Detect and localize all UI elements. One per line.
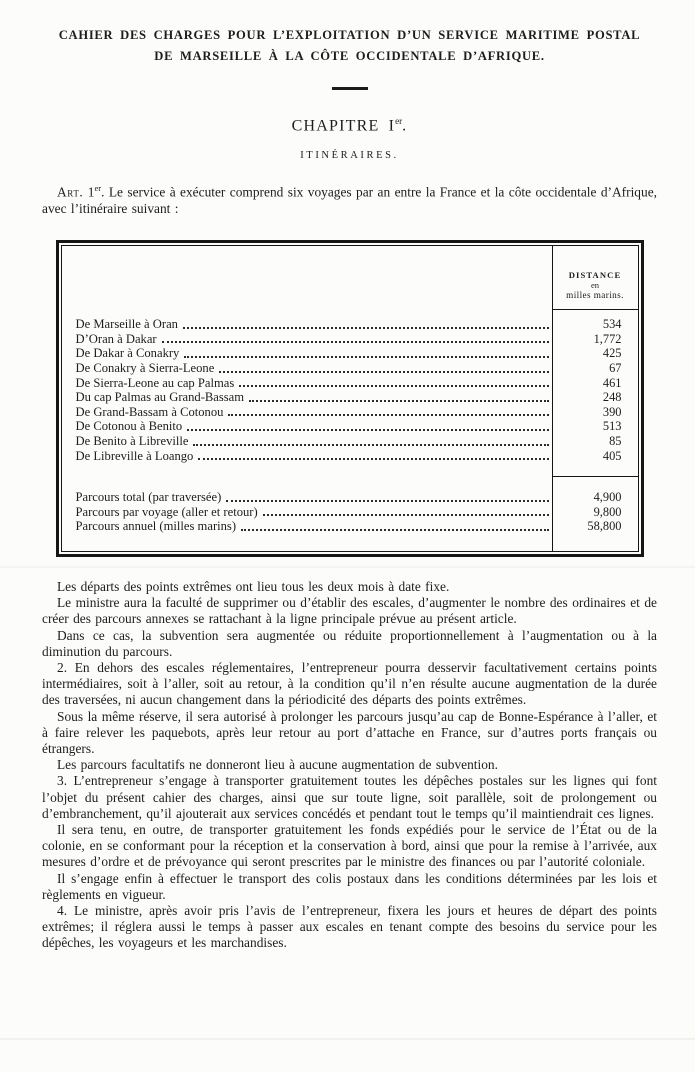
- row-value: 1,772: [552, 332, 638, 347]
- article-ordinal-sup: er: [94, 183, 102, 194]
- chapter-ordinal-sup: er: [395, 116, 403, 126]
- total-value: 58,800: [552, 519, 638, 534]
- body-paragraph: 2. En dehors des escales réglementaires, l’entrepreneur pourra desservir facultativement certains points intermédiaires, soit à l’aller, soit au retour, à la condition qu’il n’en résulte aucune augmentation de la durée des traversées, ni aucun changement dans la périodicité des départs des points extrêmes.: [42, 659, 657, 708]
- table-row: [62, 419, 552, 434]
- dot-leader: [228, 414, 548, 416]
- row-label: De Sierra-Leone au cap Palmas: [75, 375, 235, 390]
- row-value: 390: [552, 405, 638, 420]
- body-paragraph: Le ministre aura la faculté de supprimer ou d’établir des escales, d’augmenter le nombre des ordinaires et de créer des parcours annexes se rattachant à la ligne principale prévue au présent article.: [42, 595, 657, 627]
- chapter-heading: [42, 116, 657, 135]
- table-total-row: [62, 505, 552, 520]
- article-label: Art.: [57, 184, 84, 200]
- table-row: [62, 376, 552, 391]
- dot-leader: [162, 341, 549, 343]
- table-column-header: [552, 246, 638, 310]
- table-top-pad: [552, 310, 638, 317]
- table-row: [62, 346, 552, 361]
- row-label: De Benito à Libreville: [75, 433, 189, 448]
- total-label: Parcours total (par traversée): [75, 490, 222, 505]
- row-value: 425: [552, 346, 638, 361]
- scan-artifact-line: [0, 1038, 695, 1040]
- article-number: 1: [87, 184, 95, 200]
- table-total-row: [62, 519, 552, 534]
- dot-leader: [239, 385, 548, 387]
- dot-leader: [241, 529, 548, 531]
- row-value: 534: [552, 317, 638, 332]
- table-row: [62, 390, 552, 405]
- body-paragraph: Sous la même réserve, il sera autorisé à prolonger les parcours jusqu’au cap de Bonne-Espérance à l’aller, et à faire relever les paquebots, après leur retour au port d’attache en France, sur d’autres ports français ou étrangers.: [42, 708, 657, 756]
- row-label: De Grand-Bassam à Cotonou: [75, 404, 224, 419]
- table-bottom-pad: [552, 534, 638, 551]
- row-label: Du cap Palmas au Grand-Bassam: [75, 390, 245, 405]
- table-top-pad: [62, 310, 552, 317]
- body-paragraph: Dans ce cas, la subvention sera augmentée ou réduite proportionnellement à l’augmentation ou à la diminution du parcours.: [42, 627, 657, 659]
- table-bottom-pad: [62, 534, 552, 551]
- column-header-line1: DISTANCE: [568, 270, 622, 281]
- chapter-period: .: [402, 117, 408, 135]
- distance-table: [56, 240, 644, 557]
- page-title: [42, 25, 657, 67]
- body-paragraph: Les départs des points extrêmes ont lieu tous les deux mois à date fixe.: [57, 578, 450, 594]
- dot-leader: [226, 500, 548, 502]
- dot-leader: [263, 514, 549, 516]
- column-header-line3: milles marins.: [566, 290, 624, 301]
- row-label: De Cotonou à Benito: [75, 419, 183, 434]
- table-row: [62, 361, 552, 376]
- column-rule: [553, 476, 638, 477]
- body-paragraph: Les parcours facultatifs ne donneront lieu à aucune augmentation de subvention.: [57, 757, 498, 773]
- page-title-line1: CAHIER DES CHARGES POUR L’EXPLOITATION D’UN SERVICE MARITIME POSTAL: [58, 28, 641, 42]
- column-header-line2: en: [590, 280, 600, 291]
- row-label: De Marseille à Oran: [75, 317, 178, 332]
- dot-leader: [183, 327, 549, 329]
- row-value: 513: [552, 419, 638, 434]
- dot-leader: [219, 371, 548, 373]
- row-value: 67: [552, 361, 638, 376]
- body-paragraph: 3. L’entrepreneur s’engage à transporter gratuitement toutes les dépêches postales sur les lignes qui font l’objet du présent cahier des charges, ainsi que sur toute ligne, soit parallèle, soit de prolongement ou d’embranchement, qu’il ajouterait aux services concédés et pendant tout le temps qu’il maintiendrait ces lignes.: [42, 773, 657, 821]
- article-body: [42, 579, 657, 952]
- row-value: 248: [552, 390, 638, 405]
- table-row: [62, 317, 552, 332]
- dot-leader: [193, 444, 548, 446]
- dot-leader: [249, 400, 548, 402]
- total-value: 9,800: [552, 505, 638, 520]
- row-label: D’Oran à Dakar: [75, 331, 157, 346]
- table-row: [62, 332, 552, 347]
- row-label: De Dakar à Conakry: [75, 346, 180, 361]
- article-1-paragraph: [42, 180, 657, 217]
- body-paragraph: Il s’engage enfin à effectuer le transport des colis postaux dans les conditions déterminées par les lois et règlements en vigueur.: [42, 870, 657, 902]
- section-divider: [332, 87, 368, 90]
- total-label: Parcours par voyage (aller et retour): [75, 504, 258, 519]
- row-value: 461: [552, 376, 638, 391]
- table-header-spacer: [62, 246, 552, 310]
- page-title-line2: DE MARSEILLE À LA CÔTE OCCIDENTALE D’AFRIQUE.: [154, 49, 545, 63]
- table-row: [62, 405, 552, 420]
- row-value: 85: [552, 434, 638, 449]
- dot-leader: [198, 458, 548, 460]
- body-paragraph: 4. Le ministre, après avoir pris l’avis de l’entrepreneur, fixera les jours et heures de départ des points extrêmes; il réglera aussi le temps à passer aux escales en tenant compte des besoins du service pour les dépêches, les voyageurs et les marchandises.: [42, 902, 657, 951]
- dot-leader: [187, 429, 548, 431]
- total-value: 4,900: [552, 490, 638, 505]
- table-row: [62, 449, 552, 464]
- table-row: [62, 434, 552, 449]
- table-gap: [62, 463, 552, 490]
- chapter-title-text: CHAPITRE I: [291, 117, 396, 135]
- row-label: De Conakry à Sierra-Leone: [75, 360, 215, 375]
- table-gap: [552, 463, 638, 490]
- row-value: 405: [552, 449, 638, 464]
- chapter-subtitle: ITINÉRAIRES.: [300, 150, 399, 162]
- total-label: Parcours annuel (milles marins): [75, 519, 237, 534]
- dot-leader: [184, 356, 548, 358]
- body-paragraph: Il sera tenu, en outre, de transporter gratuitement les fonds expédiés pour le service de l’État ou de la colonie, en se conformant pour la réception et la conservation à bord, ainsi que pour la remise à l’arrivée, aux mesures d’ordre et de prévoyance qui seront prescrites par le ministre des finances ou par l’autorité coloniale.: [42, 821, 657, 870]
- row-label: De Libreville à Loango: [75, 448, 194, 463]
- table-total-row: [62, 490, 552, 505]
- article-text: . Le service à exécuter comprend six voyages par an entre la France et la côte occidentale d’Afrique, avec l’itinéraire suivant :: [42, 184, 657, 216]
- distance-table-inner: [61, 245, 639, 552]
